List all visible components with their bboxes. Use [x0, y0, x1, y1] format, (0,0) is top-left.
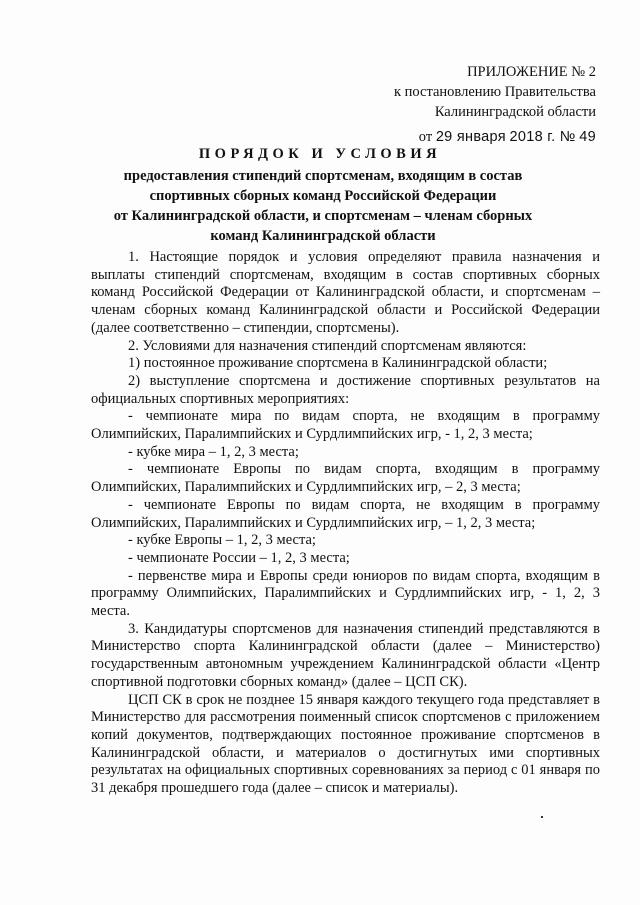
- event-item: - первенстве мира и Европы среди юниоров по видам спорта, входящим в программу Олимпийских, Паралимпийских и Сурдлимпийских игр, - 1, 2, 3 места.: [91, 567, 600, 620]
- scan-speck: [541, 816, 543, 818]
- paragraph-1: 1. Настоящие порядок и условия определяют правила назначения и выплаты стипендий спортсменам, входящим в состав спортивных сборных команд Российской Федерации от Калининградской области, и спортсменам – членам сборных команд Калининградской области и Российской Федерации (далее соответственно – стипендии, спортсмены).: [91, 249, 600, 336]
- document-subtitle: [90, 166, 556, 246]
- paragraph-3-continued: ЦСП СК в срок не позднее 15 января каждого текущего года представляет в Министерство для рассмотрения поименный список спортсменов с приложением копий документов, подтверждающих постоянное проживание спортсменов в Калининградской области, и материалов о достигнутых ими спортивных результатах на официальных спортивных соревнованиях за период с 01 января по 31 декабря прошедшего года (далее – список и материалы).: [91, 691, 600, 797]
- appendix-title: ПРИЛОЖЕНИЕ № 2: [467, 64, 596, 80]
- event-item: - кубке Европы – 1, 2, 3 места;: [128, 532, 316, 549]
- event-item: - чемпионате мира по видам спорта, не входящим в программу Олимпийских, Паралимпийских и Сурдлимпийских игр, - 1, 2, 3 места;: [91, 408, 600, 443]
- document-body: [91, 249, 600, 798]
- date-value: 29 января: [435, 129, 506, 145]
- subtitle-line: предоставления стипендий спортсменам, входящим в состав: [123, 168, 523, 184]
- appendix-resolution-line: к постановлению Правительства: [394, 84, 596, 100]
- subtitle-line: команд Калининградской области: [210, 228, 436, 244]
- event-item: - чемпионате Европы по видам спорта, не входящим в программу Олимпийских, Паралимпийских и Сурдлимпийских игр, – 1, 2, 3 места;: [91, 496, 600, 531]
- date-prefix: от: [418, 129, 433, 145]
- paragraph-2: 2. Условиями для назначения стипендий спортсменам являются:: [128, 337, 527, 354]
- event-item: - чемпионате России – 1, 2, 3 места;: [128, 549, 350, 566]
- appendix-date-line: [336, 127, 596, 147]
- appendix-header: [336, 62, 596, 147]
- document-number: 49: [579, 129, 596, 145]
- date-year: 2018 г. №: [509, 129, 576, 145]
- document-title: ПОРЯДОК И УСЛОВИЯ: [198, 146, 442, 162]
- event-item: - кубке мира – 1, 2, 3 места;: [128, 443, 299, 460]
- condition-1: 1) постоянное проживание спортсмена в Калининградской области;: [128, 355, 548, 372]
- paragraph-3: 3. Кандидатуры спортсменов для назначения стипендий представляются в Министерство спорта Калининградской области (далее – Министерство) государственным автономным учреждением Калининградской области «Центр спортивной подготовки сборных команд» (далее – ЦСП СК).: [91, 620, 600, 690]
- appendix-region-line: Калининградской области: [434, 104, 596, 120]
- subtitle-line: спортивных сборных команд Российской Федерации: [149, 188, 497, 204]
- subtitle-line: от Калининградской области, и спортсменам – членам сборных: [113, 208, 533, 224]
- event-item: - чемпионате Европы по видам спорта, входящим в программу Олимпийских, Паралимпийских и Сурдлимпийских игр, – 2, 3 места;: [91, 461, 600, 496]
- condition-2: 2) выступление спортсмена и достижение спортивных результатов на официальных спортивных мероприятиях:: [91, 372, 600, 407]
